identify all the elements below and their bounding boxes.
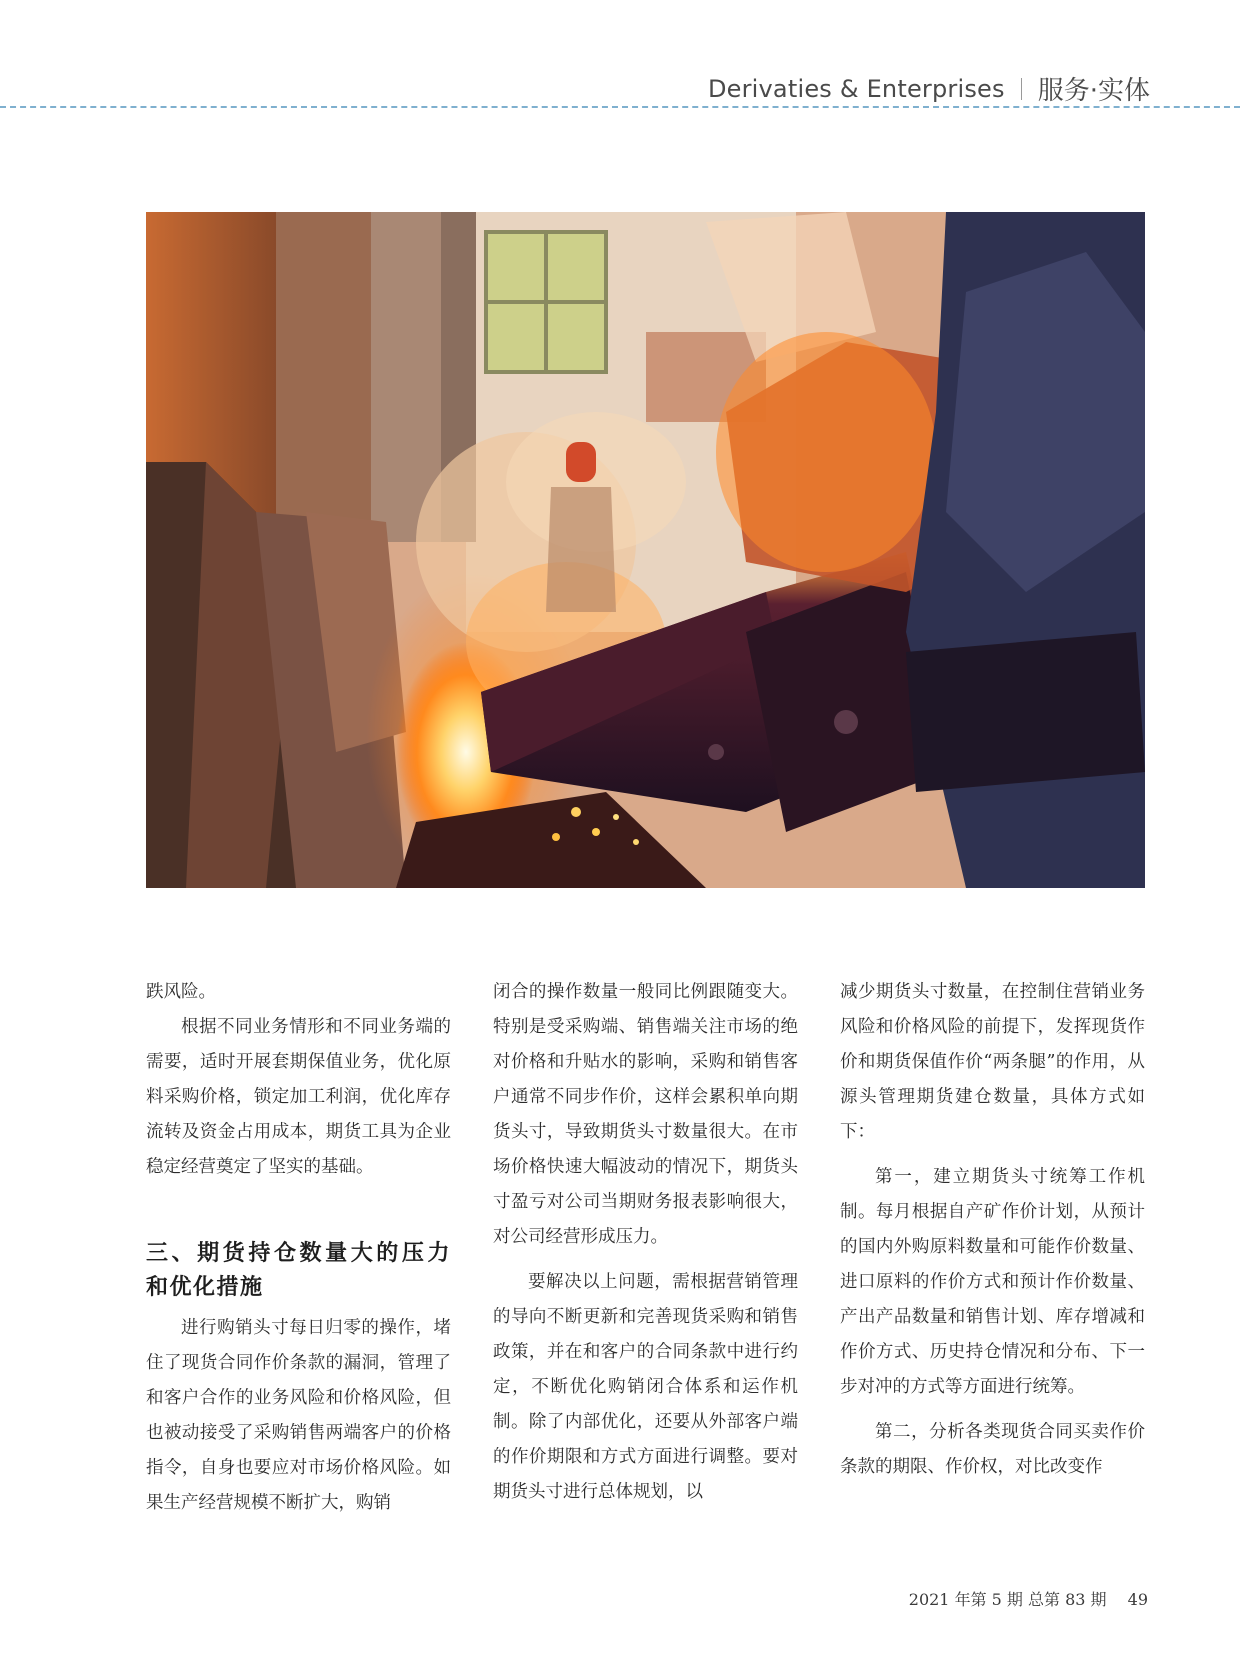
paragraph: 要解决以上问题，需根据营销管理的导向不断更新和完善现货采购和销售政策，并在和客户的合同条款中进行约定，不断优化购销闭合体系和运作机制。除了内部优化，还要从外部客户端的作价期限和方式方面进行调整。要对期货头寸进行总体规划，以 [493,1272,798,1502]
paragraph: 第二，分析各类现货合同买卖作价条款的期限、作价权，对比改变作 [840,1422,1145,1477]
paragraph: 闭合的操作数量一般同比例跟随变大。特别是受采购端、销售端关注市场的绝对价格和升贴水的影响，采购和销售客户通常不同步作价，这样会累积单向期货头寸，导致期货头寸数量很大。在市场价格快速大幅波动的情况下，期货头寸盈亏对公司当期财务报表影响很大，对公司经营形成压力。 [493,982,798,1247]
text-column-1 [146,975,451,1521]
header-divider [1021,78,1022,100]
page-number: 49 [1127,1590,1148,1609]
steel-casting-photo [146,212,1145,888]
text-column-3 [840,975,1145,1485]
paragraph: 进行购销头寸每日归零的操作，堵住了现货合同作价条款的漏洞，管理了和客户合作的业务风险和价格风险，但也被动接受了采购销售两端客户的价格指令，自身也要应对市场价格风险。如果生产经营规模不断扩大，购销 [146,1318,451,1513]
header-dashed-rule [0,106,1240,108]
paragraph: 第一，建立期货头寸统筹工作机制。每月根据自产矿作价计划，从预计的国内外购原料数量和可能作价数量、进口原料的作价方式和预计作价数量、产出产品数量和销售计划、库存增减和作价方式、历史持仓情况和分布、下一步对冲的方式等方面进行统筹。 [840,1167,1145,1397]
paragraph: 根据不同业务情形和不同业务端的需要，适时开展套期保值业务，优化原料采购价格，锁定加工利润，优化库存流转及资金占用成本，期货工具为企业稳定经营奠定了坚实的基础。 [146,1017,451,1177]
paragraph: 减少期货头寸数量，在控制住营销业务风险和价格风险的前提下，发挥现货作价和期货保值作价“两条腿”的作用，从源头管理期货建仓数量，具体方式如下： [840,982,1145,1142]
photo-illustration [146,212,1145,888]
paragraph: 跌风险。 [146,982,216,1002]
text-column-2 [493,975,798,1510]
page-header [0,60,1240,108]
issue-info: 2021 年第 5 期 总第 83 期 [908,1590,1107,1609]
header-text [708,70,1150,107]
header-english-title: Derivaties & Enterprises [707,74,1005,103]
page-footer [909,1587,1148,1610]
header-chinese-title: 服务·实体 [1037,76,1150,106]
section-heading: 三、期货持仓数量大的压力和优化措施 [146,1241,451,1300]
